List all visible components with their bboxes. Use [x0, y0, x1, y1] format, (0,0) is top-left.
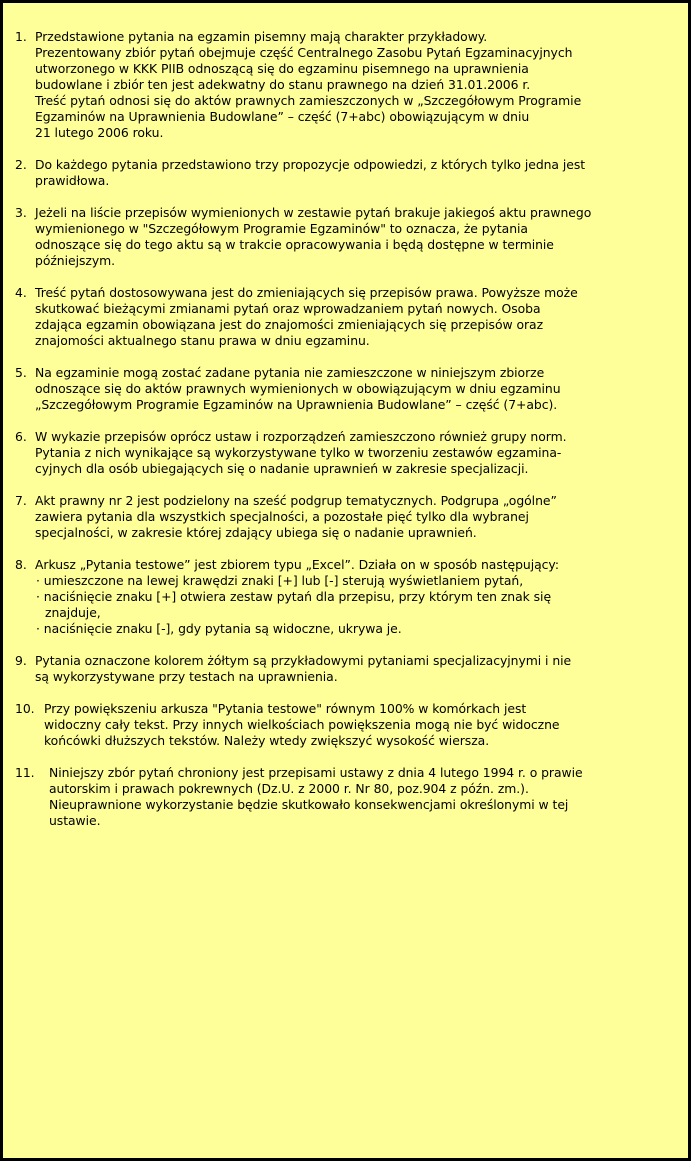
text-line: są wykorzystywane przy testach na uprawnienia.	[35, 669, 338, 684]
text-line: prawidłowa.	[35, 173, 110, 188]
list-item	[15, 653, 680, 685]
text-line: Arkusz „Pytania testowe” jest zbiorem typu „Excel”. Działa on w sposób następujący:	[35, 557, 559, 572]
list-item	[15, 285, 680, 349]
text-line: Prezentowany zbiór pytań obejmuje część Centralnego Zasobu Pytań Egzaminacyjnych	[35, 45, 573, 60]
list-item	[15, 365, 680, 413]
text-line: 21 lutego 2006 roku.	[35, 125, 164, 140]
item-text	[44, 701, 680, 749]
text-line: skutkować bieżącymi zmianami pytań oraz wprowadzaniem pytań nowych. Osoba	[35, 301, 541, 316]
item-number: 11.	[15, 765, 35, 780]
item-text	[35, 365, 680, 413]
text-line: ustawie.	[49, 813, 101, 828]
text-line: utworzonego w KKK PIIB odnoszącą się do egzaminu pisemnego na uprawnienia	[35, 61, 529, 76]
text-line: Egzaminów na Uprawnienia Budowlane” – część (7+abc) obowiązującym w dniu	[35, 109, 530, 124]
text-line: zdająca egzamin obowiązana jest do znajomości zmieniających się przepisów oraz	[35, 317, 544, 332]
list-item	[15, 765, 680, 829]
text-line: zawiera pytania dla wszystkich specjalności, a pozostałe pięć tylko dla wybranej	[35, 509, 529, 524]
text-line: Pytania oznaczone kolorem żółtym są przykładowymi pytaniami specjalizacyjnymi i nie	[35, 653, 572, 668]
text-line: Do każdego pytania przedstawiono trzy propozycje odpowiedzi, z których tylko jedna jest	[35, 157, 586, 172]
instructions-list	[15, 29, 680, 845]
list-item	[15, 205, 680, 269]
text-line: znajomości aktualnego stanu prawa w dniu egzaminu.	[35, 333, 370, 348]
item-number: 2.	[15, 157, 27, 172]
list-item	[15, 701, 680, 749]
item-text	[35, 429, 680, 477]
item-number: 7.	[15, 493, 27, 508]
text-line: wymienionego w "Szczegółowym Programie Egzaminów" to oznacza, że pytania	[35, 221, 528, 236]
item-text	[35, 205, 680, 269]
bullet-line: · naciśnięcie znaku [-], gdy pytania są widoczne, ukrywa je.	[36, 621, 402, 636]
item-number: 6.	[15, 429, 27, 444]
list-item	[15, 29, 680, 141]
item-text	[35, 653, 680, 685]
text-line: Przy powiększeniu arkusza "Pytania testowe" równym 100% w komórkach jest	[44, 701, 527, 716]
text-line: autorskim i prawach pokrewnych (Dz.U. z 2000 r. Nr 80, poz.904 z późn. zm.).	[49, 781, 529, 796]
text-line: Nieuprawnione wykorzystanie będzie skutkowało konsekwencjami określonymi w tej	[49, 797, 569, 812]
text-line: odnoszące się do aktów prawnych wymienionych w obowiązującym w dniu egzaminu	[35, 381, 561, 396]
text-line: cyjnych dla osób ubiegających się o nadanie uprawnień w zakresie specjalizacji.	[35, 461, 529, 476]
bullet-line: · naciśnięcie znaku [+] otwiera zestaw pytań dla przepisu, przy którym ten znak się	[36, 589, 552, 604]
text-line: Niniejszy zbór pytań chroniony jest przepisami ustawy z dnia 4 lutego 1994 r. o prawie	[49, 765, 583, 780]
item-number: 9.	[15, 653, 27, 668]
item-number: 5.	[15, 365, 27, 380]
text-line: Pytania z nich wynikające są wykorzystywane tylko w tworzeniu zestawów egzamina-	[35, 445, 562, 460]
bullet-line: · umieszczone na lewej krawędzi znaki [+] lub [-] sterują wyświetlaniem pytań,	[36, 573, 524, 588]
text-line: „Szczegółowym Programie Egzaminów na Uprawnienia Budowlane” – część (7+abc).	[35, 397, 558, 412]
item-number: 3.	[15, 205, 27, 220]
text-line: W wykazie przepisów oprócz ustaw i rozporządzeń zamieszczono również grupy norm.	[35, 429, 567, 444]
text-line: Akt prawny nr 2 jest podzielony na sześć podgrup tematycznych. Podgrupa „ogólne”	[35, 493, 557, 508]
text-line: Treść pytań odnosi się do aktów prawnych zamieszczonych w „Szczegółowym Programie	[35, 93, 582, 108]
item-text	[35, 557, 680, 637]
item-number: 8.	[15, 557, 27, 572]
item-text	[35, 157, 680, 189]
text-line: Przedstawione pytania na egzamin pisemny mają charakter przykładowy.	[35, 29, 488, 44]
text-line: końcówki dłuższych tekstów. Należy wtedy zwiększyć wysokość wiersza.	[44, 733, 490, 748]
list-item	[15, 157, 680, 189]
bullet-line: znajduje,	[45, 605, 101, 620]
item-number: 1.	[15, 29, 27, 44]
list-item	[15, 429, 680, 477]
item-text	[35, 285, 680, 349]
item-number: 4.	[15, 285, 27, 300]
text-line: specjalności, w zakresie której zdający ubiega się o nadanie uprawnień.	[35, 525, 477, 540]
text-line: widoczny cały tekst. Przy innych wielkościach powiększenia mogą nie być widoczne	[44, 717, 560, 732]
text-line: Jeżeli na liście przepisów wymienionych w zestawie pytań brakuje jakiegoś aktu prawnego	[35, 205, 592, 220]
list-item	[15, 557, 680, 637]
text-line: Na egzaminie mogą zostać zadane pytania nie zamieszczone w niniejszym zbiorze	[35, 365, 545, 380]
item-text	[35, 493, 680, 541]
text-line: późniejszym.	[35, 253, 116, 268]
item-text	[49, 765, 680, 829]
list-item	[15, 493, 680, 541]
text-line: Treść pytań dostosowywana jest do zmieniających się przepisów prawa. Powyższe może	[35, 285, 578, 300]
text-line: budowlane i zbiór ten jest adekwatny do stanu prawnego na dzień 31.01.2006 r.	[35, 77, 531, 92]
item-number: 10.	[15, 701, 35, 716]
item-text	[35, 29, 680, 141]
text-line: odnoszące się do tego aktu są w trakcie opracowywania i będą dostępne w terminie	[35, 237, 554, 252]
